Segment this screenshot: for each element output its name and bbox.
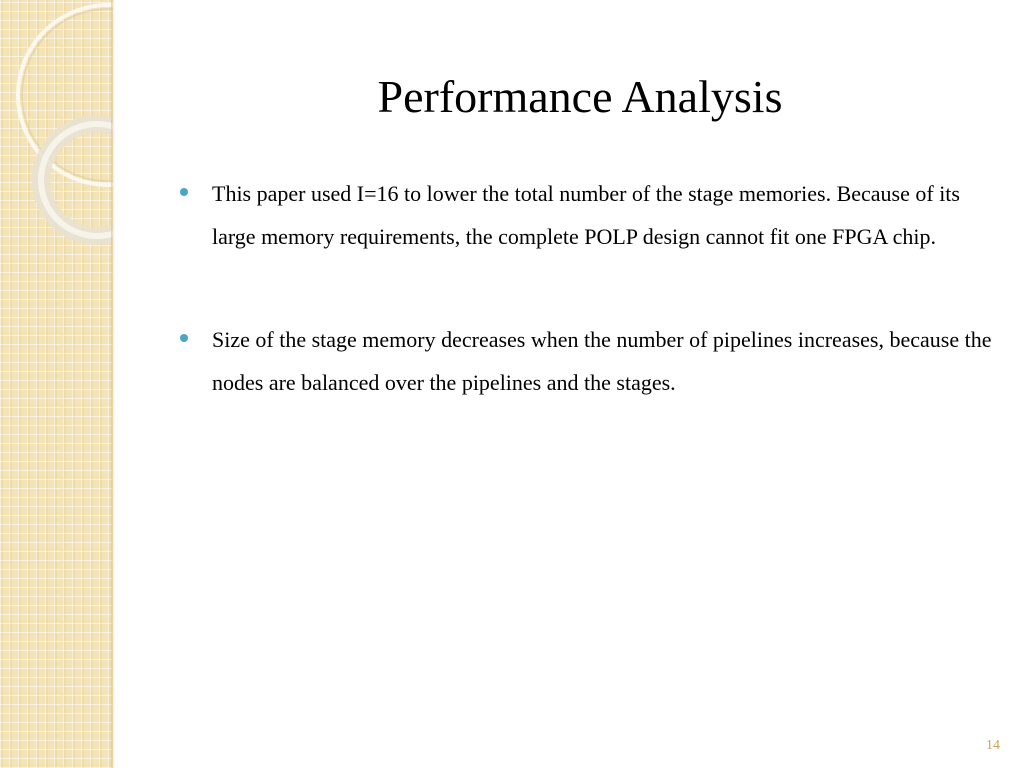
decorative-sidebar xyxy=(0,0,113,768)
bullet-text: This paper used I=16 to lower the total number of the stage memories. Because of its large memory requirements, the complete POLP design cannot fit one FPGA chip. xyxy=(212,181,960,249)
bullet-list xyxy=(180,172,1000,464)
sidebar-edge xyxy=(111,0,115,768)
bullet-dot-icon xyxy=(180,188,188,196)
decorative-rings-icon xyxy=(0,0,113,260)
bullet-text: Size of the stage memory decreases when the number of pipelines increases, because the nodes are balanced over the pipelines and the stages. xyxy=(212,327,992,395)
bullet-item xyxy=(180,318,1000,404)
slide-title: Performance Analysis xyxy=(377,71,783,122)
bullet-dot-icon xyxy=(180,334,188,342)
page-number: 14 xyxy=(986,738,1000,753)
bullet-item xyxy=(180,172,1000,258)
